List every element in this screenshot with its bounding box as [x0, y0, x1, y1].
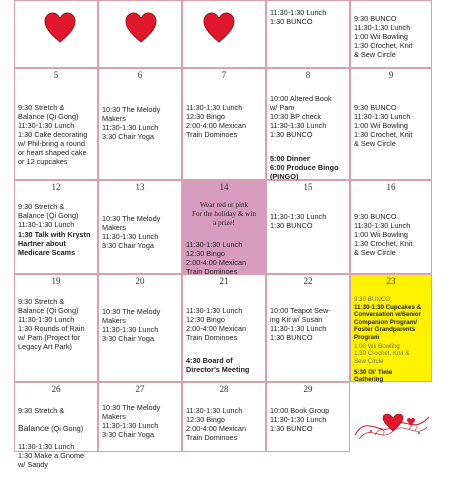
- calendar-grid: [14, 0, 432, 469]
- decoration-cell: [350, 382, 432, 452]
- calendar-cell: [14, 0, 98, 68]
- calendar-cell: [182, 68, 266, 180]
- calendar-cell: [182, 274, 266, 382]
- day-number: 12: [51, 182, 61, 192]
- day-number: 5: [53, 70, 59, 80]
- calendar-cell: [182, 0, 266, 68]
- events-bold: 5:30 Ol' Time Gathering: [354, 368, 393, 384]
- events: 9:30 Stretch & Balance (Qi Gong) 11:30-1:30 Lunch: [18, 202, 79, 229]
- events: 9:30 Stretch & Balance (Qi Gong) 11:30-1:30 Lunch 1:30 Make a Gnome w/ Sandy: [18, 406, 85, 469]
- day-number: 22: [303, 276, 313, 286]
- events: 11:30-1:30 Lunch 1:30 BUNCO: [270, 212, 327, 230]
- events: 11:30-1:30 Lunch 12:30 Bingo 2:00-4:00 Mexican Train Dominoes: [186, 306, 247, 342]
- events-bold: 11:30-1:30 Cupcakes & Conversation w/Senior Companion Program/ Foster Grandparents Program: [354, 303, 422, 341]
- day-number: 14: [219, 182, 229, 192]
- events: 11:30-1:30 Lunch 12:30 Bingo 2:00-4:00 Mexican Train Dominoes: [186, 103, 247, 139]
- calendar-cell: [182, 382, 266, 452]
- heart-icon: [44, 13, 76, 43]
- events: 10:30 The Melody Makers 11:30-1:30 Lunch 3:30 Chair Yoga: [102, 105, 161, 141]
- day-number: 16: [386, 182, 396, 192]
- events-bold: 5:00 Dinner 6:00 Produce Bingo (PINGO): [270, 154, 339, 181]
- events: 9:30 Stretch & Balance (Qi Gong) 11:30-1:30 Lunch 1:30 Rounds of Rain w/ Pam (Project for Legacy Art Park): [18, 297, 85, 351]
- heart-icon: [203, 13, 235, 43]
- events-bold: 1:30 Talk with Krystn Hartner about Medicare Scams: [18, 230, 91, 257]
- day-number: 29: [303, 384, 313, 394]
- day-number: 20: [135, 276, 145, 286]
- events: 10:30 The Melody Makers 11:30-1:30 Lunch 3:30 Chair Yoga: [102, 307, 161, 343]
- calendar-cell: [98, 274, 182, 382]
- events: 10:30 The Melody Makers 11:30-1:30 Lunch 3:30 Chair Yoga: [102, 403, 161, 439]
- calendar-cell: [98, 68, 182, 180]
- calendar-cell: [98, 0, 182, 68]
- events: 11:30-1:30 Lunch 1:30 BUNCO: [270, 8, 327, 26]
- events: 10:00 Altered Book w/ Pam 10:30 BP check 11:30-1:30 Lunch 1:30 BUNCO: [270, 94, 332, 139]
- decorative-heart-swirl: [353, 405, 431, 445]
- events: 11:30-1:30 Lunch 12:30 Bingo 2:00-4:00 Mexican Train Dominoes: [186, 406, 247, 442]
- calendar-cell: [266, 382, 350, 452]
- calendar-cell: [266, 68, 350, 180]
- events-bold: 4:30 Board of Director's Meeting: [186, 356, 250, 374]
- events: 10:30 The Melody Makers 11:30-1:30 Lunch 3:30 Chair Yoga: [102, 214, 161, 250]
- calendar-cell: [350, 68, 432, 180]
- day-number: 26: [51, 384, 61, 394]
- events: 10:00 Book Group 11:30-1:30 Lunch 1:30 BUNCO: [270, 406, 330, 433]
- heart-icon: [125, 13, 157, 43]
- calendar-cell-highlight: [182, 180, 266, 274]
- events: 9:30 BUNCO 11:30-1:30 Lunch 1:00 Wii Bowling 1:30 Crochet, Knit & Sew Circle: [354, 14, 413, 59]
- calendar-cell: [266, 274, 350, 382]
- day-number: 21: [219, 276, 229, 286]
- events: 10:00 Teapot Sew- ing Kit w/ Susan 11:30-1:30 Lunch 1:30 BUNCO: [270, 306, 331, 342]
- day-number: 19: [51, 276, 61, 286]
- events: 9:30 BUNCO 11:30-1:30 Lunch 1:00 Wii Bowling 1:30 Crochet, Knit & Sew Circle: [354, 212, 413, 257]
- events: 9:30 Stretch & Balance (Qi Gong) 11:30-1:30 Lunch 1:30 Cake decorating w/ Phil-bring a round or heart shaped cake or 12 cupcakes: [18, 103, 88, 166]
- events: 1:00 Wii Bowling 1:30 Crochet, Knit & Sew Circle: [354, 342, 410, 365]
- calendar-cell: [14, 274, 98, 382]
- day-number: 8: [305, 70, 311, 80]
- calendar-cell: [266, 0, 350, 68]
- day-number: 7: [221, 70, 227, 80]
- holiday-note: Wear red or pink For the holiday & win a prize!: [192, 201, 256, 227]
- day-number: 15: [303, 182, 313, 192]
- day-number: 13: [135, 182, 145, 192]
- events: 9:30 BUNCO 11:30-1:30 Lunch 1:00 Wii Bowling 1:30 Crochet, Knit & Sew Circle: [354, 103, 413, 148]
- day-number: 28: [219, 384, 229, 394]
- calendar-cell: [98, 180, 182, 274]
- calendar-cell: [350, 0, 432, 68]
- calendar-cell: [98, 382, 182, 452]
- day-number: 9: [388, 70, 394, 80]
- calendar-cell: [14, 382, 98, 469]
- events: 9:30 BUNCO: [354, 295, 391, 303]
- calendar-cell: [14, 68, 98, 180]
- day-number: 27: [135, 384, 145, 394]
- calendar-cell-highlight: [350, 274, 432, 382]
- day-number: 6: [137, 70, 143, 80]
- calendar-cell: [266, 180, 350, 274]
- day-number: 23: [386, 276, 396, 286]
- calendar-cell: [350, 180, 432, 274]
- events: 11:30-1:30 Lunch 12:30 Bingo 2:00-4:00 Mexican Train Dominoes: [186, 240, 247, 276]
- calendar-cell: [14, 180, 98, 274]
